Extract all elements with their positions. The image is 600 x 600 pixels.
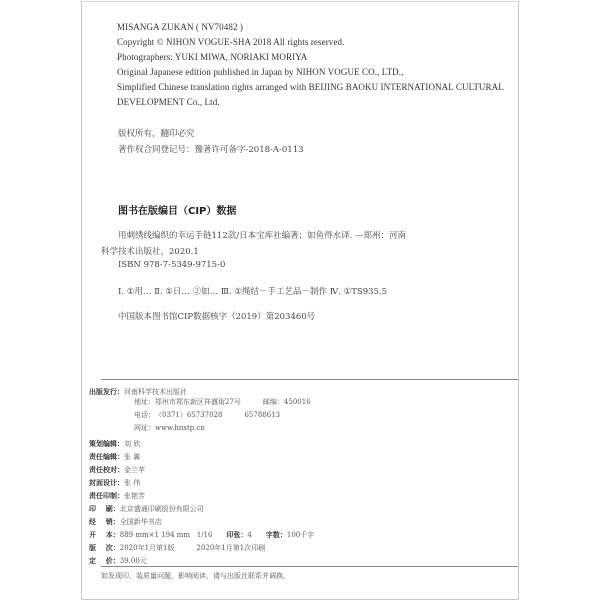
address-label: 地址： xyxy=(134,398,155,406)
publisher-value: 河南科学技术出版社 xyxy=(124,388,187,396)
distributor-label: 经 销： xyxy=(89,518,120,526)
proofreader-row xyxy=(89,462,145,472)
edition-value: 2020年1月第1版 xyxy=(119,544,175,552)
printer-label: 印 刷： xyxy=(89,505,120,513)
phone-label: 电话： xyxy=(134,411,155,419)
format-value: 889 mm×1 194 mm 1/16 xyxy=(119,531,213,539)
rights-reserved: 版权所有，翻印必究 xyxy=(118,129,195,139)
cip-classification: Ⅰ. ①用… Ⅱ. ①日… ②如… Ⅲ. ①绳结－手工艺品－制作 Ⅳ. ①TS935.5 xyxy=(118,287,388,297)
printer-value: 北京盛通印刷股份有限公司 xyxy=(119,505,204,513)
planning-editor-value: 刘 欣 xyxy=(124,440,141,448)
website-value[interactable]: www.hnstp.cn xyxy=(155,424,205,432)
copyright-line: Copyright © NIHON VOGUE-SHA 2018 All rights reserved. xyxy=(117,37,345,47)
phone-value: （0371）65737028 xyxy=(155,411,223,419)
proofreader-value: 金兰苹 xyxy=(124,466,145,474)
format-label: 开 本： xyxy=(89,531,120,539)
publisher-row xyxy=(89,384,187,394)
editor-label: 责任编辑： xyxy=(89,453,124,461)
copyright-page xyxy=(81,1,519,600)
print-supervisor-value: 张艳芳 xyxy=(124,492,145,500)
divider-bottom xyxy=(101,566,518,567)
price-row xyxy=(89,553,147,563)
website-row xyxy=(134,423,205,433)
cip-core-number: 中国版本图书馆CIP数据核字（2019）第203460号 xyxy=(118,312,316,322)
edition-row xyxy=(89,540,265,550)
distributor-value: 全国新华书店 xyxy=(119,518,162,526)
contract-registration: 著作权合同登记号：豫著许可备字-2018-A-0113 xyxy=(118,145,304,155)
phone-row xyxy=(134,410,280,420)
sheets-label: 印张： xyxy=(226,531,248,539)
cover-design-label: 封面设计： xyxy=(89,479,124,487)
translation-rights-line-cont: DEVELOPMENT Co., Ltd. xyxy=(117,97,220,107)
planning-editor-row xyxy=(89,436,140,446)
distributor-row xyxy=(89,514,162,524)
isbn: ISBN 978-7-5349-9715-0 xyxy=(118,260,226,270)
divider-top xyxy=(101,379,518,380)
word-count-label: 字数： xyxy=(265,531,287,539)
phone-value-2: 65788613 xyxy=(244,411,281,419)
print-supervisor-row xyxy=(89,488,145,498)
address-value: 郑州市郑东新区祥盛街27号 xyxy=(155,398,241,406)
proofreader-label: 责任校对： xyxy=(89,466,124,474)
website-label: 网址： xyxy=(134,424,155,432)
word-count-value: 100千字 xyxy=(286,531,315,539)
address-row xyxy=(134,397,311,407)
cip-record-line-2: 科学技术出版社，2020.1 xyxy=(101,247,199,257)
price-label: 定 价： xyxy=(89,557,120,565)
postcode-label: 邮编： xyxy=(262,398,284,406)
planning-editor-label: 策划编辑： xyxy=(89,440,124,448)
original-edition-line: Original Japanese edition published in Japan by NIHON VOGUE CO., LTD., xyxy=(117,67,404,77)
print-supervisor-label: 责任印制： xyxy=(89,492,124,500)
cip-title: 图书在版编目（CIP）数据 xyxy=(118,206,237,217)
format-row xyxy=(89,527,314,537)
sheets-value: 4 xyxy=(247,531,252,539)
price-value: 39.00元 xyxy=(119,557,147,565)
quality-notice: 如发现印、装质量问题，影响阅读，请与出版社联系并调换。 xyxy=(101,572,290,580)
edition-label: 版 次： xyxy=(89,544,120,552)
printer-row xyxy=(89,501,204,511)
original-title: MISANGA ZUKAN ( NV70482 ) xyxy=(117,22,243,32)
cover-design-value: 张 伟 xyxy=(124,479,141,487)
publisher-label: 出版发行： xyxy=(89,388,124,396)
photographers-line: Photographers: YUKI MIWA, NORIAKI MORIYA xyxy=(117,52,308,62)
editor-row xyxy=(89,449,140,459)
printing-value: 2020年1月第1次印刷 xyxy=(196,544,266,552)
cover-design-row xyxy=(89,475,140,485)
translation-rights-line: Simplified Chinese translation rights arranged with BEIJING BAOKU INTERNATIONAL CULTURAL xyxy=(117,82,504,92)
editor-value: 张 翼 xyxy=(124,453,141,461)
cip-record-line-1: 用刺绣线编织的幸运手链112款/日本宝库社编著；如鱼得水译. —郑州：河南 xyxy=(118,231,406,241)
postcode-value: 450016 xyxy=(283,398,311,406)
